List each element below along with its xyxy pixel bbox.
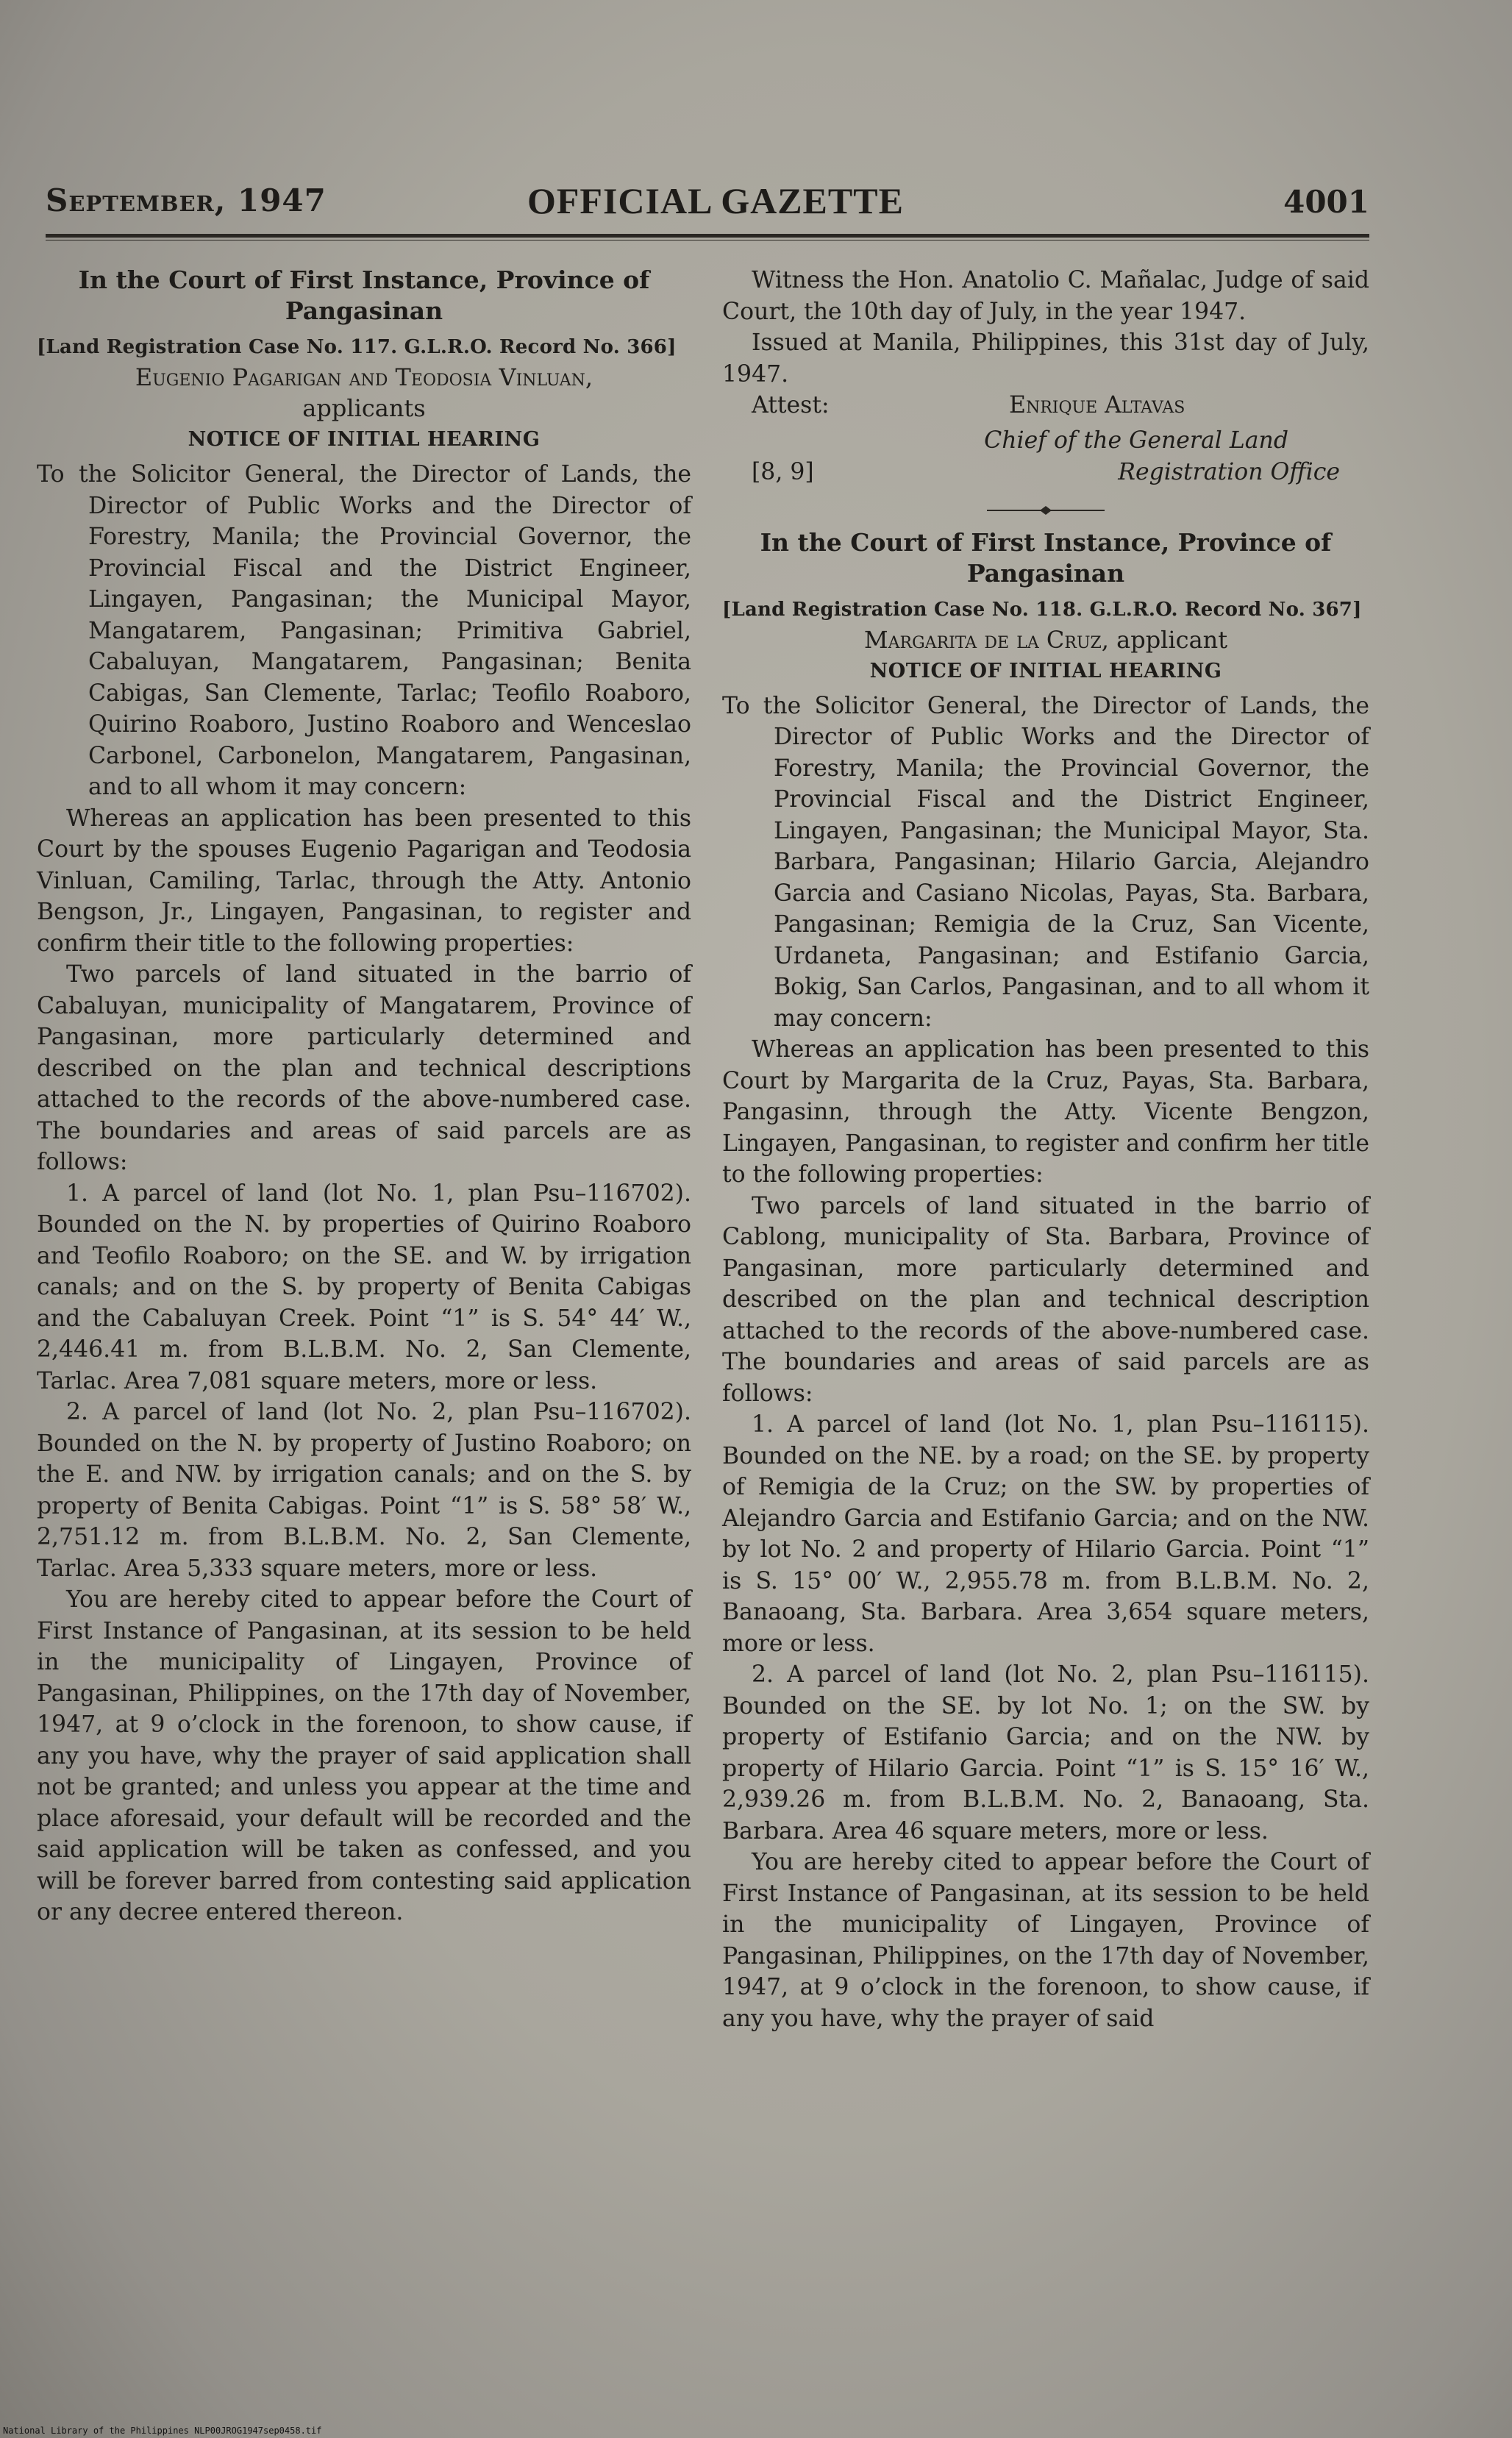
applicants-line (37, 362, 691, 424)
issued-paragraph: Issued at Manila, Philippines, this 31st day of July, 1947. (722, 329, 1369, 388)
parcel-description: 1. A parcel of land (lot No. 1, plan Psu–116702). Bounded on the N. by properties of Quirino Roaboro and Teofilo Roaboro; on the SE. and W. by irrigation canals; and on the S. by property of Benita Cabigas and the Cabaluyan Creek. Point “1” is S. 54° 44′ W., 2,446.41 m. from B.L.B.M. No. 2, San Clemente, Tarlac. Area 7,081 square meters, more or less. (37, 1180, 691, 1394)
page-header (46, 175, 1369, 241)
reference-number: [8, 9] (752, 458, 814, 485)
applicant-role: applicant (1116, 625, 1228, 654)
left-column (37, 265, 691, 1928)
court-heading: In the Court of First Instance, Province of Pangasinan (78, 265, 650, 325)
paragraph: You are hereby cited to appear before the Court of First Instance of Pangasinan, at its session to be held in the municipality of Lingayen, Province of Pangasinan, Philippines, on the 17th day of November, 1947, at 9 o’clock in the forenoon, to show cause, if any you have, why the prayer of said application shall not be granted; and unless you appear at the time and place aforesaid, your default will be recorded and the said application will be taken as confessed, and you will be forever barred from contesting said application or any decree entered thereon. (37, 1586, 691, 1925)
applicant-names: Eugenio Pagarigan and Teodosia Vinluan, (135, 363, 593, 391)
signer-title-row (722, 457, 1369, 489)
parcel-description: 2. A parcel of land (lot No. 2, plan Psu–116702). Bounded on the N. by property of Justino Roaboro; on the E. and NW. by irrigation canals; and on the S. by property of Benita Cabigas. Point “1” is S. 58° 58′ W., 2,751.12 m. from B.L.B.M. No. 2, San Clemente, Tarlac. Area 5,333 square meters, more or less. (37, 1399, 691, 1582)
case-reference: [Land Registration Case No. 118. G.L.R.O. Record No. 367] (722, 598, 1362, 621)
attest-row (722, 390, 1369, 425)
signer-name: Enrique Altavas (1009, 392, 1185, 418)
parcel-description: 1. A parcel of land (lot No. 1, plan Psu–116115). Bounded on the NE. by a road; on the SE. by property of Remigia de la Cruz; on the SW. by properties of Alejandro Garcia and Estifanio Garcia; and on the NW. by lot No. 2 and property of Hilario Garcia. Point “1” is S. 15° 00′ W., 2,955.78 m. from B.L.B.M. No. 2, Banaoang, Sta. Barbara. Area 3,654 square meters, more or less. (722, 1411, 1369, 1657)
header-title: OFFICIAL GAZETTE (527, 180, 904, 221)
witness-paragraph: Witness the Hon. Anatolio C. Mañalac, Judge of said Court, the 10th day of July, in the year 1947. (722, 267, 1369, 325)
paragraph: Two parcels of land situated in the barrio of Cabaluyan, municipality of Mangatarem, Province of Pangasinan, more particularly determined and described on the plan and technical descriptions attached to the records of the above-numbered case. The boundaries and areas of said parcels are as follows: (37, 961, 691, 1175)
addressees: To the Solicitor General, the Director of Lands, the Director of Public Works and the Director of Forestry, Manila; the Provincial Governor, the Provincial Fiscal and the District Engineer, Lingayen, Pangasinan; the Municipal Mayor, Mangatarem, Pangasinan; Primitiva Gabriel, Cabaluyan, Mangatarem, Pangasinan; Benita Cabigas, San Clemente, Tarlac; Teofilo Roaboro, Quirino Roaboro, Justino Roaboro and Wenceslao Carbonel, Carbonelon, Mangatarem, Pangasinan, and to all whom it may concern: (37, 461, 691, 800)
court-heading: In the Court of First Instance, Province of Pangasinan (760, 527, 1332, 588)
scan-source-note: National Library of the Philippines NLP00JROG1947sep0458.tif (3, 2425, 322, 2436)
parcel-description: 2. A parcel of land (lot No. 2, plan Psu–116115). Bounded on the SE. by lot No. 1; on the SW. by property of Estifanio Garcia; and on the NW. by property of Hilario Garcia. Point “1” is S. 15° 16′ W., 2,939.26 m. from B.L.B.M. No. 2, Banaoang, Sta. Barbara. Area 46 square meters, more or less. (722, 1661, 1369, 1844)
case-reference: [Land Registration Case No. 117. G.L.R.O. Record No. 366] (37, 336, 677, 358)
section-ornament (722, 495, 1369, 517)
notice-heading: NOTICE OF INITIAL HEARING (188, 428, 541, 451)
applicant-role: applicants (302, 394, 426, 422)
applicant-name: Margarita de la Cruz, (863, 625, 1109, 654)
paragraph: Two parcels of land situated in the barrio of Cablong, municipality of Sta. Barbara, Province of Pangasinan, more particularly determined and described on the plan and technical description attached to the records of the above-numbered case. The boundaries and areas of said parcels are as follows: (722, 1192, 1369, 1407)
paragraph: Whereas an application has been presented to this Court by the spouses Eugenio Pagarigan and Teodosia Vinluan, Camiling, Tarlac, through the Atty. Antonio Bengson, Jr., Lingayen, Pangasinan, to register and confirm their title to the following properties: (37, 805, 691, 957)
signer-title: Chief of the General Land (984, 427, 1288, 454)
paragraph: Whereas an application has been presented to this Court by Margarita de la Cruz, Payas, Sta. Barbara, Pangasinn, through the Atty. Vicente Bengzon, Lingayen, Pangasinan, to register and confirm her title to the following properties: (722, 1036, 1369, 1188)
paragraph: You are hereby cited to appear before the Court of First Instance of Pangasinan, at its session to be held in the municipality of Lingayen, Province of Pangasinan, Philippines, on the 17th day of November, 1947, at 9 o’clock in the forenoon, to show cause, if any you have, why the prayer of said (722, 1849, 1369, 2032)
header-page-number: 4001 (1283, 184, 1369, 220)
applicant-line (722, 624, 1369, 655)
addressees: To the Solicitor General, the Director of Lands, the Director of Public Works and the Director of Forestry, Manila; the Provincial Governor, the Provincial Fiscal and the District Engineer, Lingayen, Pangasinan; the Municipal Mayor, Sta. Barbara, Pangasinan; Hilario Garcia, Alejandro Garcia and Casiano Nicolas, Payas, Sta. Barbara, Pangasinan; Remigia de la Cruz, San Vicente, Urdaneta, Pangasinan; and Estifanio Garcia, Bokig, San Carlos, Pangasinan, and to all whom it may concern: (722, 692, 1369, 1032)
right-column (722, 265, 1369, 2034)
header-date: September, 1947 (46, 182, 327, 218)
header-rule (46, 234, 1369, 238)
attest-label: Attest: (752, 392, 830, 418)
notice-heading: NOTICE OF INITIAL HEARING (869, 659, 1222, 682)
signer-office: Registration Office (1118, 458, 1340, 485)
